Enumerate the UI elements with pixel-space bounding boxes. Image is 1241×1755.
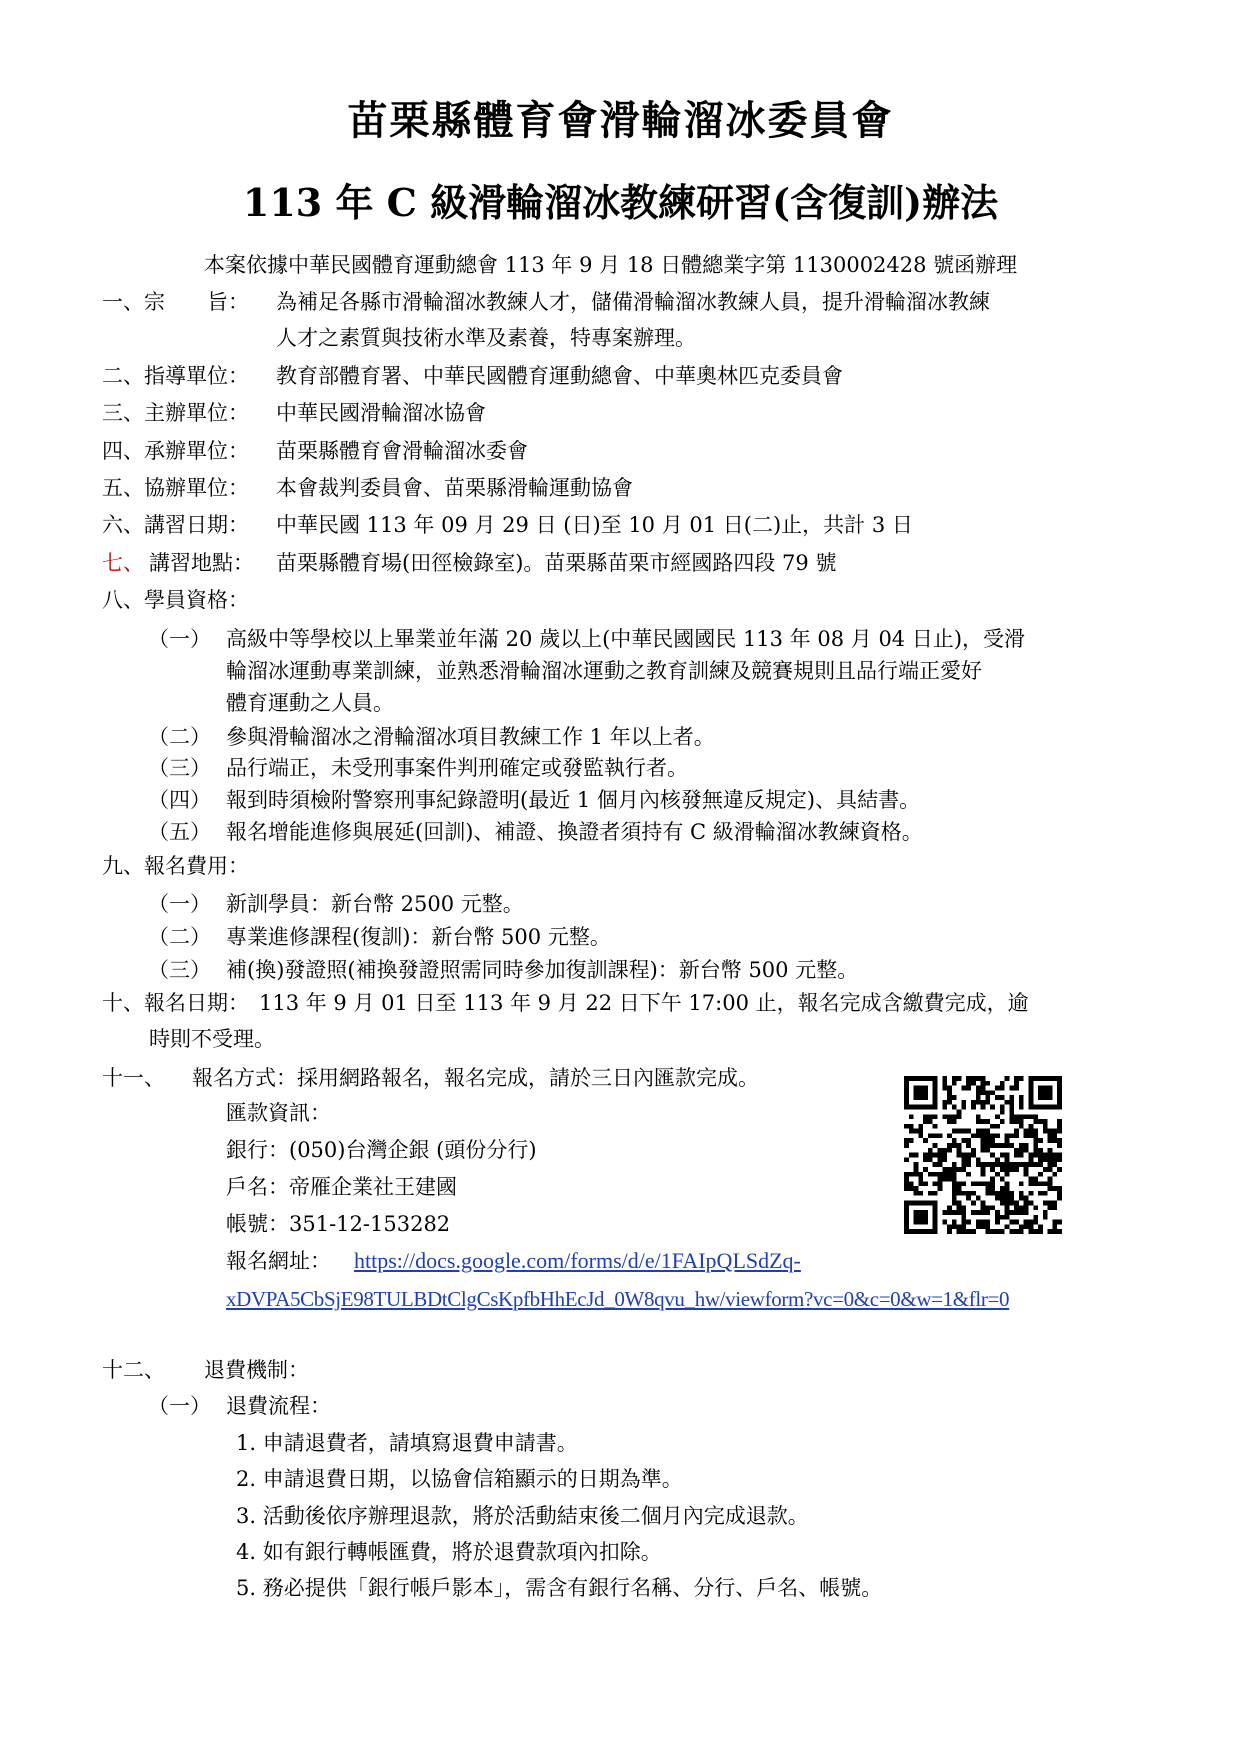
section-12-label: 十二、 — [102, 1358, 165, 1382]
section-7-label: 講習地點： — [149, 551, 254, 575]
section-4-text: 苗栗縣體育會滑輪溜冰委會 — [276, 439, 528, 463]
registration-url-label: 報名網址： — [226, 1249, 331, 1273]
section-9-item-2-number: （二） — [148, 925, 211, 949]
section-8-item-5-number: （五） — [148, 820, 211, 844]
section-9-item-1-number: （一） — [148, 892, 211, 916]
section-11-label: 十一、 — [102, 1066, 165, 1090]
section-8-item-3-text: 品行端正，未受刑事案件判刑確定或發監執行者。 — [226, 756, 688, 780]
section-8-item-4-text: 報到時須檢附警察刑事紀錄證明(最近 1 個月內核發無違反規定)、具結書。 — [226, 788, 921, 812]
section-9-item-2-text: 專業進修課程(復訓)：新台幣 500 元整。 — [226, 925, 611, 949]
section-6-text: 中華民國 113 年 09 月 29 日 (日)至 10 月 01 日(二)止，共計 3 日 — [276, 513, 913, 537]
section-9-item-3-text: 補(換)發證照(補換發證照需同時參加復訓課程)：新台幣 500 元整。 — [226, 958, 859, 982]
section-8-label: 八、學員資格： — [102, 588, 249, 612]
section-8-item-5-text: 報名增能進修與展延(回訓)、補證、換證者須持有 C 級滑輪溜冰教練資格。 — [226, 820, 923, 844]
section-3-label: 三、主辦單位： — [102, 401, 249, 425]
section-10-label: 十、報名日期： — [102, 991, 249, 1015]
bank-info: 銀行：(050)台灣企銀 (頭份分行) — [226, 1138, 537, 1162]
section-8-item-1-line3: 體育運動之人員。 — [226, 691, 394, 715]
section-3-text: 中華民國滑輪溜冰協會 — [276, 401, 486, 425]
refund-step-2: 2. 申請退費日期，以協會信箱顯示的日期為準。 — [236, 1467, 683, 1491]
section-8-item-2-text: 參與滑輪溜冰之滑輪溜冰項目教練工作 1 年以上者。 — [226, 725, 715, 749]
section-2-label: 二、指導單位： — [102, 364, 249, 388]
section-8-item-4-number: （四） — [148, 788, 211, 812]
section-1-line2: 人才之素質與技術水準及素養，特專案辦理。 — [276, 326, 696, 350]
document-subtitle: 113 年 C 級滑輪溜冰教練研習(含復訓)辦法 — [242, 180, 999, 225]
account-number: 帳號：351-12-153282 — [226, 1212, 451, 1236]
section-5-label: 五、協辦單位： — [102, 476, 249, 500]
section-9-item-1-text: 新訓學員：新台幣 2500 元整。 — [226, 892, 524, 916]
section-7-text: 苗栗縣體育場(田徑檢錄室)。苗栗縣苗栗市經國路四段 79 號 — [276, 551, 837, 575]
refund-step-3: 3. 活動後依序辦理退款，將於活動結束後二個月內完成退款。 — [236, 1504, 809, 1528]
section-2-text: 教育部體育署、中華民國體育運動總會、中華奧林匹克委員會 — [276, 364, 843, 388]
qr-code-icon — [904, 1076, 1062, 1234]
registration-url-line1[interactable]: https://docs.google.com/forms/d/e/1FAIpQLSdZq- — [354, 1248, 801, 1273]
refund-step-4: 4. 如有銀行轉帳匯費，將於退費款項內扣除。 — [236, 1540, 662, 1564]
section-6-label: 六、講習日期： — [102, 513, 249, 537]
section-12-sub-text: 退費流程： — [226, 1394, 331, 1418]
section-8-item-1-line1: 高級中等學校以上畢業並年滿 20 歲以上(中華民國國民 113 年 08 月 04 日止)，受滑 — [226, 627, 1026, 651]
section-10-line1: 113 年 9 月 01 日至 113 年 9 月 22 日下午 17:00 止，報名完成含繳費完成，逾 — [259, 991, 1029, 1015]
section-4-label: 四、承辦單位： — [102, 439, 249, 463]
section-9-item-3-number: （三） — [148, 958, 211, 982]
registration-url-line2[interactable]: xDVPA5CbSjE98TULBDtClgCsKpfbHhEcJd_0W8qvu_hw/viewform?vc=0&c=0&w=1&flr=0 — [226, 1287, 1010, 1311]
document-title: 苗栗縣體育會滑輪溜冰委員會 — [347, 97, 894, 144]
basis-text: 本案依據中華民國體育運動總會 113 年 9 月 18 日體總業字第 1130002428 號函辦理 — [204, 253, 1018, 277]
section-12-sub-number: （一） — [148, 1394, 211, 1418]
refund-step-1: 1. 申請退費者，請填寫退費申請書。 — [236, 1431, 578, 1455]
section-1-label: 一、宗 旨： — [102, 290, 249, 314]
section-11-text: 報名方式：採用網路報名，報名完成，請於三日內匯款完成。 — [192, 1066, 759, 1090]
section-8-item-2-number: （二） — [148, 725, 211, 749]
refund-step-5: 5. 務必提供「銀行帳戶影本」，需含有銀行名稱、分行、戶名、帳號。 — [236, 1576, 883, 1600]
section-10-line2: 時則不受理。 — [149, 1027, 275, 1051]
remittance-title: 匯款資訊： — [226, 1101, 331, 1125]
section-8-item-1-number: （一） — [148, 627, 211, 651]
section-5-text: 本會裁判委員會、苗栗縣滑輪運動協會 — [276, 476, 633, 500]
section-9-label: 九、報名費用： — [102, 854, 249, 878]
section-12-text: 退費機制： — [204, 1358, 309, 1382]
section-8-item-3-number: （三） — [148, 756, 211, 780]
account-name: 戶名：帝雁企業社王建國 — [226, 1175, 457, 1199]
section-7-number: 七、 — [102, 551, 144, 575]
section-1-line1: 為補足各縣市滑輪溜冰教練人才，儲備滑輪溜冰教練人員，提升滑輪溜冰教練 — [276, 290, 990, 314]
section-8-item-1-line2: 輪溜冰運動專業訓練，並熟悉滑輪溜冰運動之教育訓練及競賽規則且品行端正愛好 — [226, 659, 982, 683]
